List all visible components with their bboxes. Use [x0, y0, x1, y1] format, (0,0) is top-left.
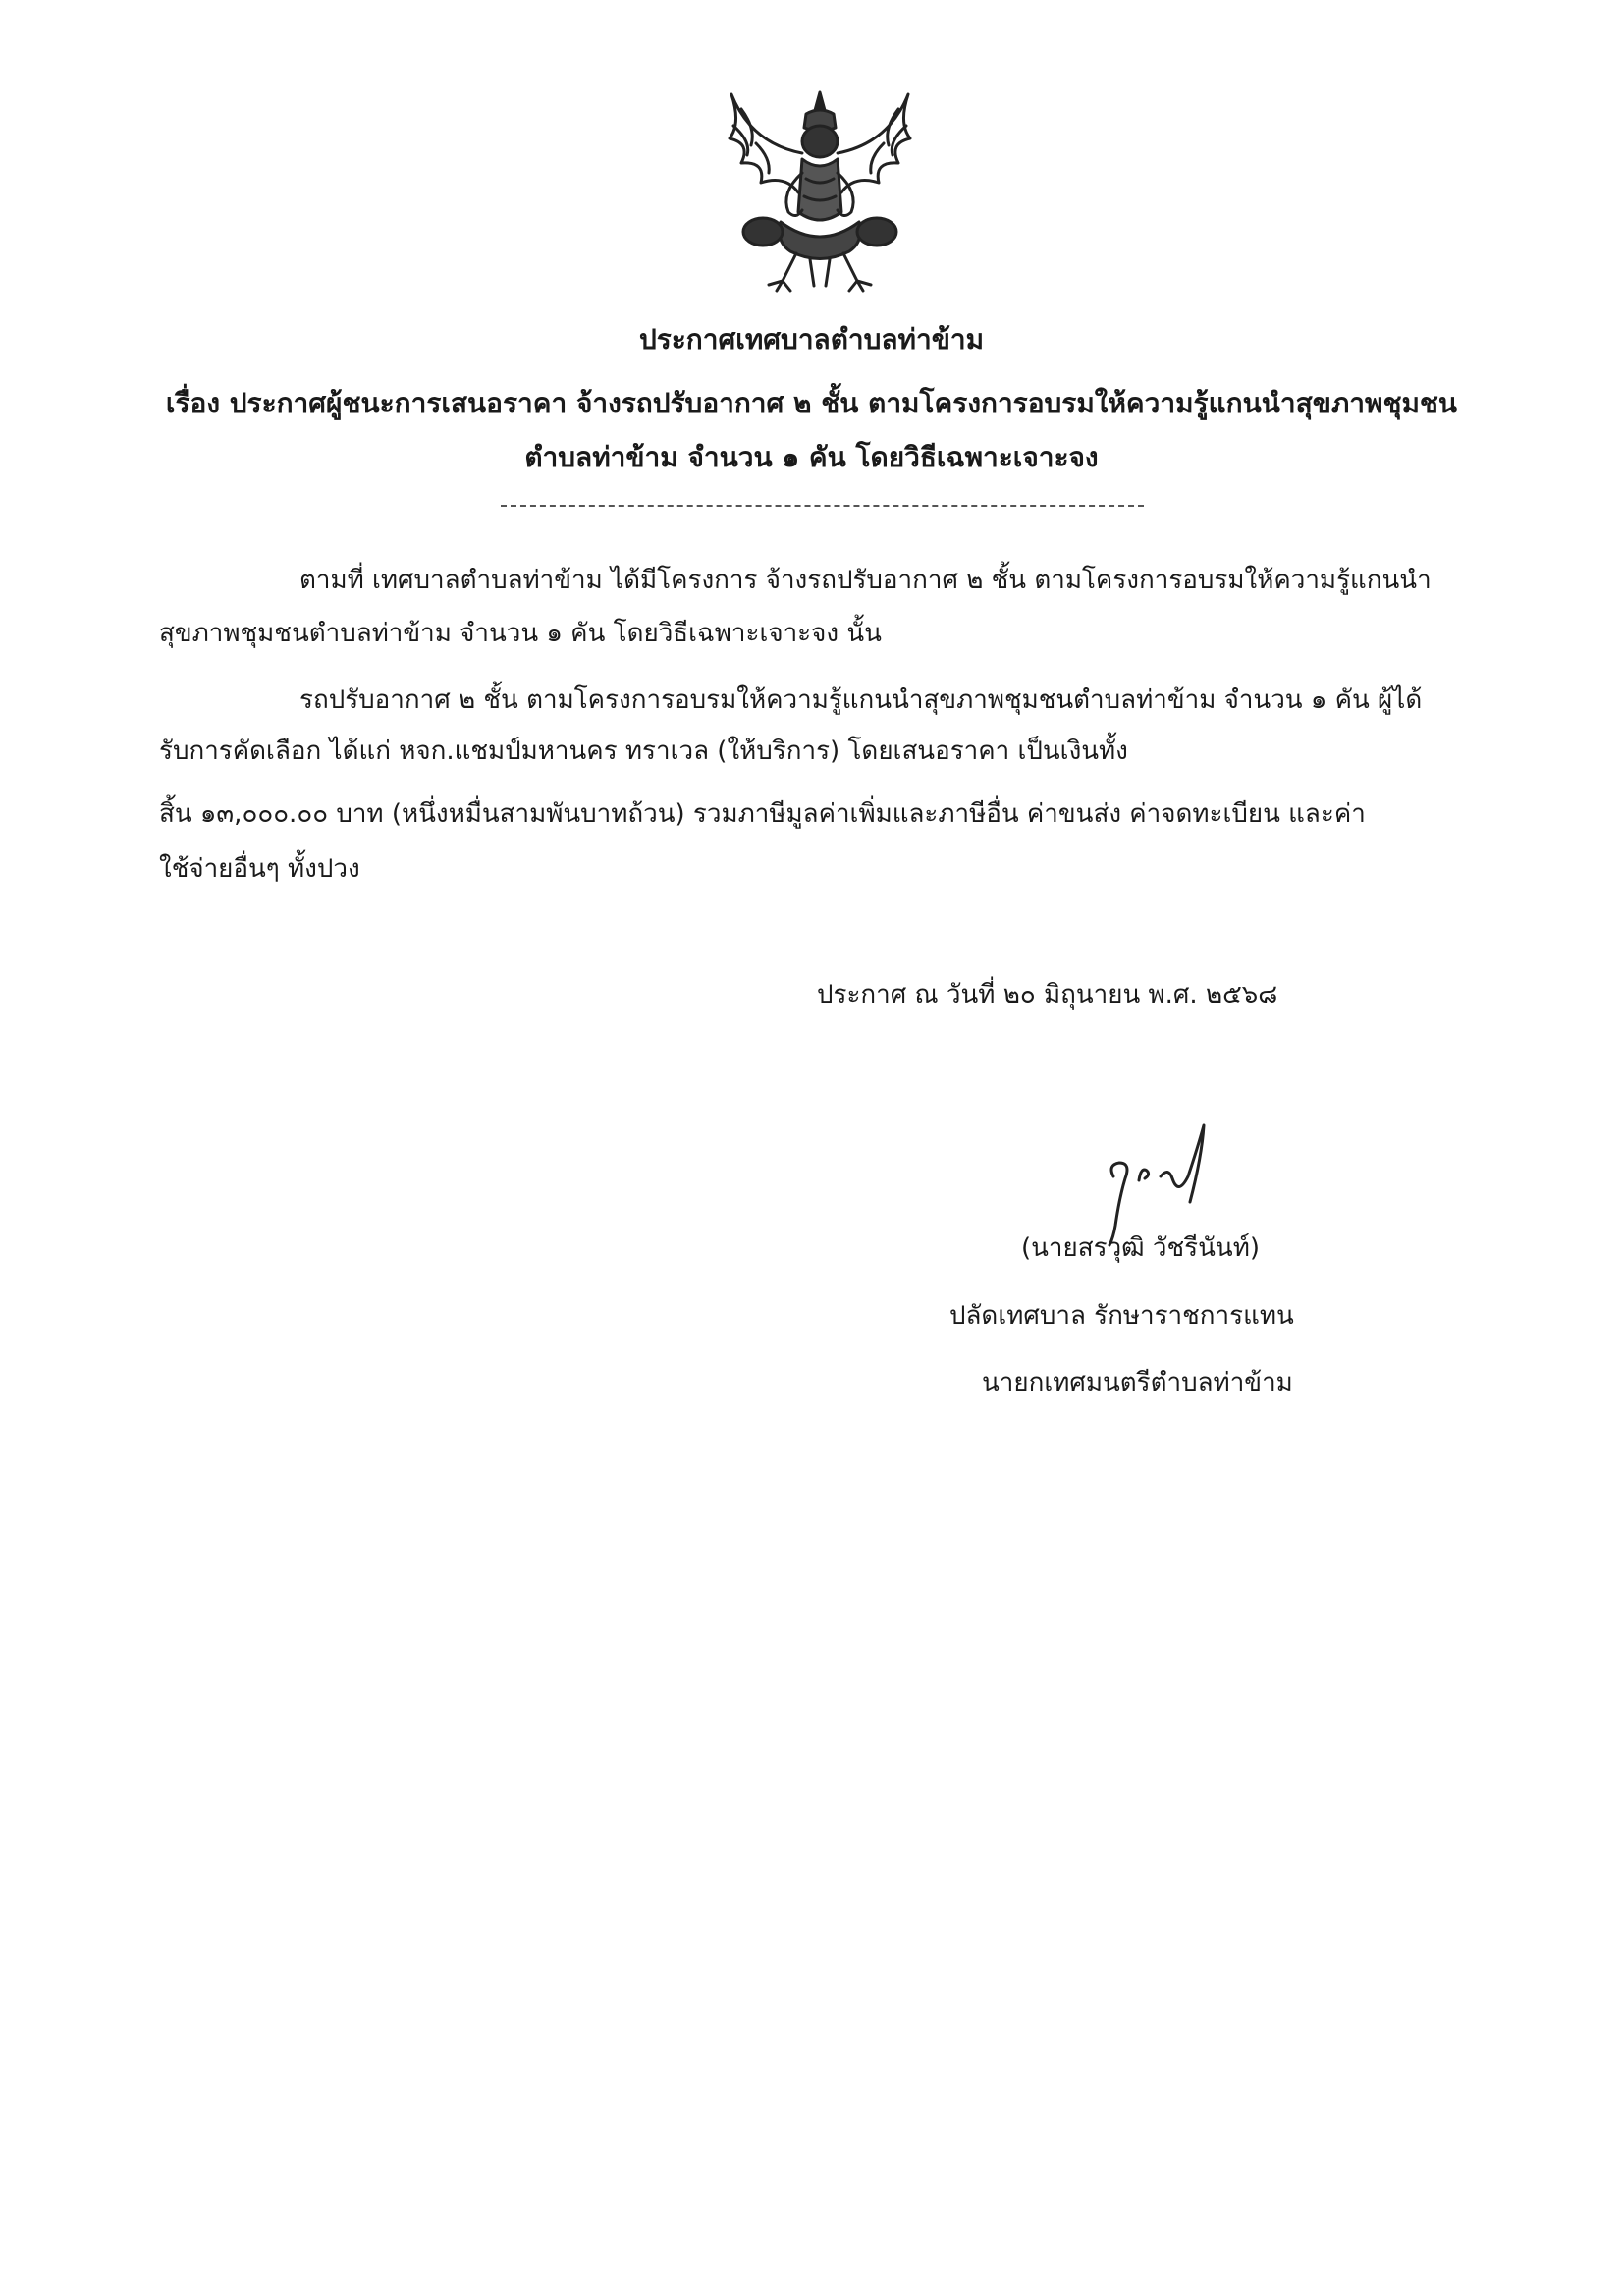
announcement-date: ประกาศ ณ วันที่ ๒๐ มิถุนายน พ.ศ. ๒๕๖๘ — [817, 980, 1278, 1010]
document-title: ประกาศเทศบาลตำบลท่าข้าม — [638, 323, 985, 355]
paragraph-2-line-2: รับการคัดเลือก ได้แก่ หจก.แชมป์มหานคร ทราเวล (ให้บริการ) โดยเสนอราคา เป็นเงินทั้ง — [159, 737, 1128, 766]
paragraph-1-line-1: ตามที่ เทศบาลตำบลท่าข้าม ได้มีโครงการ จ้างรถปรับอากาศ ๒ ชั้น ตามโครงการอบรมให้ความรู้แกนนำ — [299, 566, 1432, 595]
signer-position-1: ปลัดเทศบาล รักษาราชการแทน — [949, 1301, 1294, 1331]
signer-position-2: นายกเทศมนตรีตำบลท่าข้าม — [982, 1368, 1293, 1397]
subject-line-2: ตำบลท่าข้าม จำนวน ๑ คัน โดยวิธีเฉพาะเจาะจง — [524, 441, 1099, 473]
signer-name: (นายสรวุฒิ วัชรีนันท์) — [1021, 1233, 1260, 1263]
subject-line-1: เรื่อง ประกาศผู้ชนะการเสนอราคา จ้างรถปรับอากาศ ๒ ชั้น ตามโครงการอบรมให้ความรู้แกนนำสุขภาพชุมชน — [165, 387, 1458, 419]
paragraph-2-line-4: ใช้จ่ายอื่นๆ ทั้งปวง — [159, 854, 360, 884]
dashed-divider — [501, 505, 1144, 507]
garuda-emblem-icon — [712, 84, 928, 296]
paragraph-2-line-3: สิ้น ๑๓,๐๐๐.๐๐ บาท (หนึ่งหมื่นสามพันบาทถ้วน) รวมภาษีมูลค่าเพิ่มและภาษีอื่น ค่าขนส่ง ค่าจดทะเบียน และค่า — [159, 799, 1366, 829]
paragraph-2-line-1: รถปรับอากาศ ๒ ชั้น ตามโครงการอบรมให้ความรู้แกนนำสุขภาพชุมชนตำบลท่าข้าม จำนวน ๑ คัน ผู้ได้ — [299, 685, 1423, 715]
paragraph-1-line-2: สุขภาพชุมชนตำบลท่าข้าม จำนวน ๑ คัน โดยวิธีเฉพาะเจาะจง นั้น — [159, 619, 882, 648]
